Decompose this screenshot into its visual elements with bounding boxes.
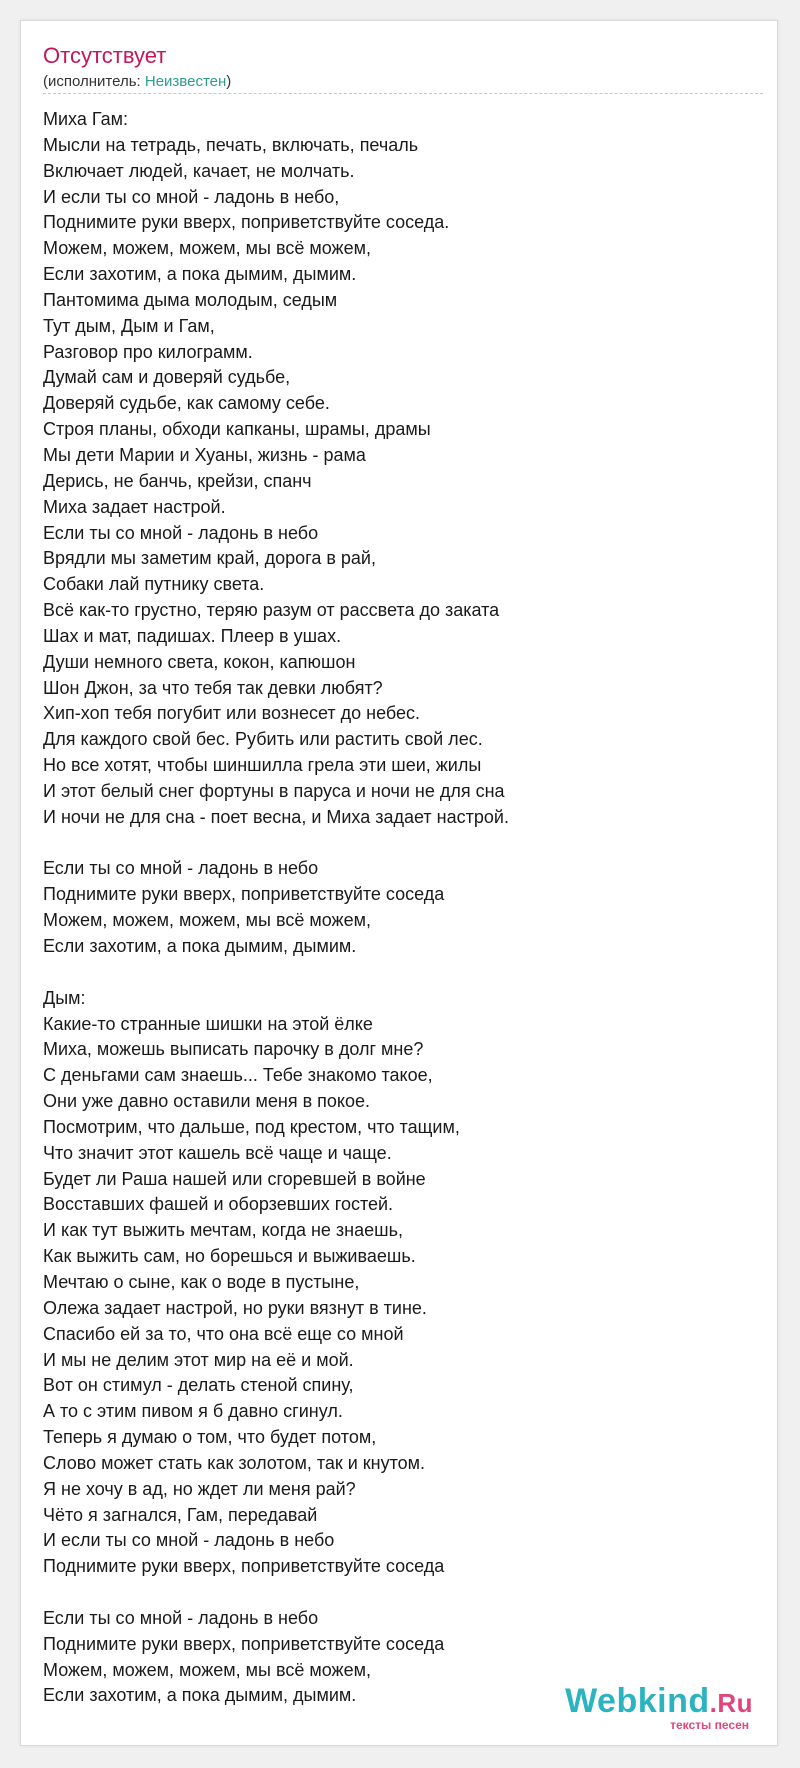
logo-brand: Webkind bbox=[565, 1682, 710, 1720]
lyric-line: Если ты со мной - ладонь в небо bbox=[43, 522, 319, 543]
logo-wordmark bbox=[565, 1683, 753, 1721]
lyric-line: Думай сам и доверяй судьбе, bbox=[43, 367, 291, 388]
lyric-line: Но все хотят, чтобы шиншилла грела эти шеи, жилы bbox=[43, 755, 482, 776]
lyric-line: Если захотим, а пока дымим, дымим. bbox=[43, 1685, 357, 1706]
lyric-line: Врядли мы заметим край, дорога в рай, bbox=[43, 548, 376, 569]
site-logo[interactable] bbox=[565, 1683, 753, 1731]
lyric-line: Восставших фашей и оборзевших гостей. bbox=[43, 1194, 394, 1215]
lyrics-text bbox=[43, 107, 763, 1709]
logo-tld: .Ru bbox=[709, 1688, 753, 1718]
lyric-line: Можем, можем, можем, мы всё можем, bbox=[43, 238, 371, 259]
lyric-line: Разговор про килограмм. bbox=[43, 341, 253, 362]
lyric-line: И ночи не для сна - поет весна, и Миха задает настрой. bbox=[43, 806, 509, 827]
lyric-line: А то с этим пивом я б давно сгинул. bbox=[43, 1401, 343, 1422]
lyric-line: Поднимите руки вверх, поприветствуйте соседа bbox=[43, 884, 445, 905]
lyric-line: Хип-хоп тебя погубит или вознесет до небес. bbox=[43, 703, 421, 724]
lyric-line: Что значит этот кашель всё чаще и чаще. bbox=[43, 1142, 392, 1163]
lyric-line: Они уже давно оставили меня в покое. bbox=[43, 1091, 371, 1112]
lyric-line: Если ты со мной - ладонь в небо bbox=[43, 858, 319, 879]
lyric-line: Миха, можешь выписать парочку в долг мне? bbox=[43, 1039, 424, 1060]
lyric-line: Поднимите руки вверх, поприветствуйте соседа bbox=[43, 1633, 445, 1654]
lyric-line: Мы дети Марии и Хуаны, жизнь - рама bbox=[43, 444, 366, 465]
lyric-line: И как тут выжить мечтам, когда не знаешь, bbox=[43, 1220, 403, 1241]
lyric-line: Доверяй судьбе, как самому себе. bbox=[43, 393, 330, 414]
artist-prefix: (исполнитель: bbox=[43, 73, 145, 90]
lyric-line: Шах и мат, падишах. Плеер в ушах. bbox=[43, 625, 342, 646]
lyric-line: И этот белый снег фортуны в паруса и ночи не для сна bbox=[43, 780, 505, 801]
lyric-line: Поднимите руки вверх, поприветствуйте соседа bbox=[43, 1556, 445, 1577]
lyric-line: Если ты со мной - ладонь в небо bbox=[43, 1607, 319, 1628]
artist-link[interactable]: Неизвестен bbox=[144, 73, 227, 90]
lyric-line: Если захотим, а пока дымим, дымим. bbox=[43, 264, 357, 285]
lyric-line: Строя планы, обходи капканы, шрамы, драмы bbox=[43, 419, 431, 440]
lyric-line: И мы не делим этот мир на её и мой. bbox=[43, 1349, 354, 1370]
lyric-line: Собаки лай путнику света. bbox=[43, 574, 265, 595]
lyric-line: С деньгами сам знаешь... Тебе знакомо такое, bbox=[43, 1065, 433, 1086]
lyric-line: Можем, можем, можем, мы всё можем, bbox=[43, 910, 371, 931]
lyric-line: Миха Гам: bbox=[43, 109, 128, 129]
lyric-line: Слово может стать как золотом, так и кнутом. bbox=[43, 1452, 426, 1473]
lyric-line: Дым: bbox=[43, 987, 86, 1008]
lyric-line: Я не хочу в ад, но ждет ли меня рай? bbox=[43, 1478, 356, 1499]
lyric-line: Поднимите руки вверх, поприветствуйте соседа. bbox=[43, 212, 450, 233]
title-divider bbox=[43, 93, 763, 94]
lyric-line: Спасибо ей за то, что она всё еще со мной bbox=[43, 1323, 404, 1344]
lyric-line: Можем, можем, можем, мы всё можем, bbox=[43, 1659, 371, 1680]
lyric-line: Дерись, не банчь, крейзи, спанч bbox=[43, 470, 312, 491]
lyric-line: Если захотим, а пока дымим, дымим. bbox=[43, 936, 357, 956]
song-title: Отсутствует bbox=[43, 43, 167, 68]
lyric-line: Теперь я думаю о том, что будет потом, bbox=[43, 1427, 377, 1448]
logo-tagline: тексты песен bbox=[670, 1718, 749, 1732]
lyric-line: Для каждого свой бес. Рубить или растить свой лес. bbox=[43, 729, 483, 750]
artist-suffix: ) bbox=[226, 73, 232, 90]
lyric-line: Включает людей, качает, не молчать. bbox=[43, 160, 355, 181]
lyric-line: Как выжить сам, но борешься и выживаешь. bbox=[43, 1246, 416, 1267]
lyrics-card bbox=[20, 20, 778, 1746]
lyric-blank-line bbox=[43, 1580, 763, 1606]
lyric-line: Мечтаю о сыне, как о воде в пустыне, bbox=[43, 1271, 360, 1292]
lyric-line: Тут дым, Дым и Гам, bbox=[43, 315, 215, 336]
lyric-line: И если ты со мной - ладонь в небо bbox=[43, 1530, 335, 1551]
lyric-line: Миха задает настрой. bbox=[43, 496, 226, 517]
lyric-line: Будет ли Раша нашей или сгоревшей в войне bbox=[43, 1168, 426, 1189]
lyric-blank-line bbox=[43, 960, 763, 986]
artist-line bbox=[43, 73, 231, 91]
lyric-blank-line bbox=[43, 831, 763, 857]
lyric-line: Всё как-то грустно, теряю разум от рассвета до заката bbox=[43, 600, 500, 621]
lyric-line: Какие-то странные шишки на этой ёлке bbox=[43, 1013, 373, 1034]
lyric-line: Мысли на тетрадь, печать, включать, печаль bbox=[43, 134, 419, 155]
lyric-line: Посмотрим, что дальше, под крестом, что тащим, bbox=[43, 1116, 460, 1137]
lyric-line: Души немного света, кокон, капюшон bbox=[43, 651, 356, 672]
lyric-line: Шон Джон, за что тебя так девки любят? bbox=[43, 677, 383, 698]
lyric-line: Вот он стимул - делать стеной спину, bbox=[43, 1375, 354, 1396]
lyric-line: Олежа задает настрой, но руки вязнут в тине. bbox=[43, 1297, 427, 1318]
lyric-line: Пантомима дыма молодым, седым bbox=[43, 289, 338, 310]
lyric-line: И если ты со мной - ладонь в небо, bbox=[43, 186, 340, 207]
lyric-line: Чёто я загнался, Гам, передавай bbox=[43, 1504, 318, 1525]
